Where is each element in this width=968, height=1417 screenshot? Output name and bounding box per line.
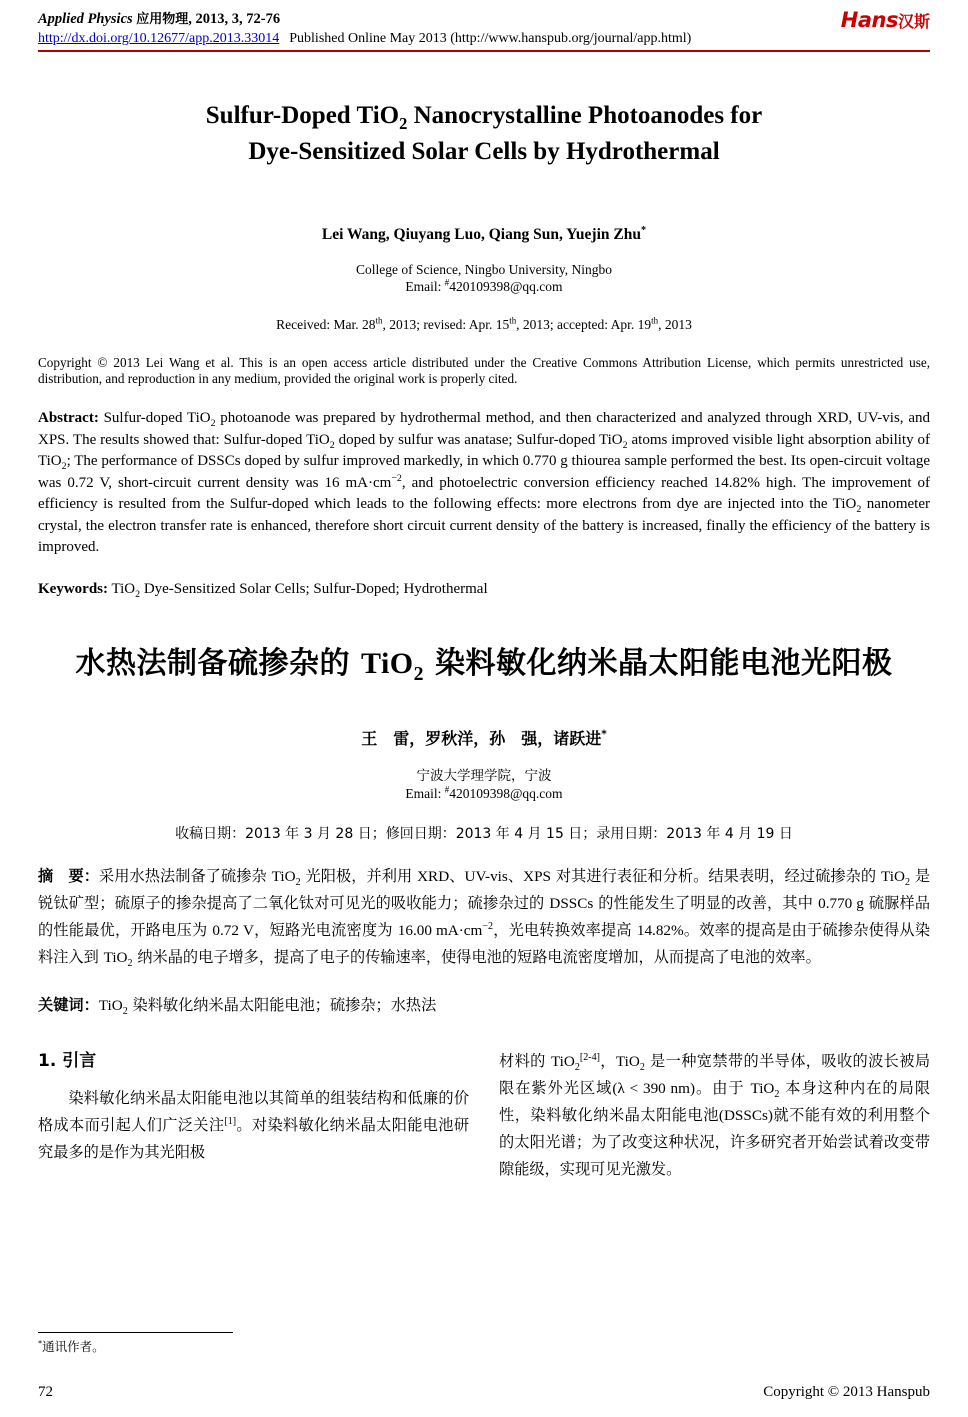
- journal-name-cn: 应用物理: [136, 12, 189, 27]
- keywords-en-label: Keywords:: [38, 580, 108, 597]
- affiliation-en: College of Science, Ningbo University, Ningbo: [356, 262, 612, 277]
- keywords-cn: 关键词：TiO$_2$ 染料敏化纳米晶太阳能电池；硫掺杂；水热法: [38, 995, 437, 1017]
- corresponding-marker: *: [640, 224, 647, 236]
- footnote-text: 通讯作者。: [42, 1339, 105, 1354]
- dates-en: Received: Mar. 28th, 2013; revised: Apr. 15th, 2013; accepted: Apr. 19th, 2013: [276, 315, 692, 332]
- doi-line: [38, 29, 930, 48]
- published-online-text: Published Online May 2013 (http://www.hanspub.org/journal/app.html): [289, 31, 692, 46]
- hanspub-logo-en: Hans: [840, 8, 898, 32]
- abstract-en-label: Abstract:: [38, 410, 99, 426]
- page-number: 72: [38, 1384, 53, 1400]
- authors-en: [38, 226, 930, 244]
- title-en-line2: Dye-Sensitized Solar Cells by Hydrothermal: [248, 138, 720, 165]
- hanspub-logo-cn: 汉斯: [897, 12, 930, 31]
- body-column-left: [38, 1048, 469, 1183]
- page-footer: [38, 1384, 930, 1401]
- section-heading-1: 1. 引言: [38, 1050, 97, 1071]
- page-title-cn: 水热法制备硫掺杂的 TiO$_2$ 染料敏化纳米晶太阳能电池光阳极: [75, 645, 893, 685]
- authors-cn-names: 王 雷，罗秋洋，孙 强，诸跃进: [361, 728, 602, 748]
- body-column-right: [499, 1048, 930, 1183]
- affiliation-cn-block: [38, 767, 930, 803]
- email-cn: Email: #420109398@qq.com: [405, 784, 563, 801]
- journal-name-en: Applied Physics: [38, 11, 133, 27]
- abstract-en: Abstract: Sulfur-doped TiO$_2$ photoanode was prepared by hydrothermal method, and then characterized and analyzed through XRD, UV-vis, and XPS. The results showed that: Sulfur-doped TiO$_2$ doped by sulfur was anatase; Sulfur-doped TiO$_2$ atoms improved visible light absorption ability of TiO$_2$; The performance of DSSCs doped by sulfur improved markedly, in which 0.770 g thiourea sample performed the best. Its open-circuit voltage was 0.72 V, short-circuit current density was 16 $mA\cdot cm^{-2}$, and photoelectric conversion efficiency reached 14.82% high. The improvement of efficiency is resulted from the Sulfur-doped which leads to the following effects: more electrons from dye are injected into the TiO$_2$ nanometer crystal, the electron transfer rate is enhanced, therefore short circuit current density of the battery is increased, finally the efficiency of the battery is improved.: [38, 410, 931, 555]
- keywords-en: Keywords: TiO$_2$ Dye-Sensitized Solar Cells; Sulfur-Doped; Hydrothermal: [38, 580, 488, 600]
- journal-line: [38, 10, 930, 29]
- footer-copyright: Copyright © 2013 Hanspub: [763, 1384, 930, 1400]
- body-columns: [38, 1048, 930, 1183]
- doi-link[interactable]: http://dx.doi.org/10.12677/app.2013.33014: [38, 31, 280, 46]
- corresponding-marker-cn: *: [601, 728, 607, 741]
- abstract-cn-label: 摘 要：: [38, 866, 99, 885]
- affiliation-cn: 宁波大学理学院，宁波: [416, 767, 552, 784]
- abstract-cn: 摘 要：采用水热法制备了硫掺杂 TiO$_2$ 光阳极，并利用 XRD、UV-vis、XPS 对其进行表征和分析。结果表明，经过硫掺杂的 TiO$_2$ 是锐钛矿型；硫原子的掺杂提高了二氧化钛对可见光的吸收能力；硫掺杂过的 DSSCs 的性能发生了明显的改善，其中 0.770 g 硫脲样品的性能最优，开路电压为 0.72 V，短路光电流密度为 16.00 $mA\cdot cm^{-2}$，光电转换效率提高 14.82%。效率的提高是由于硫掺杂使得从染料注入到 TiO$_2$ 纳米晶的电子增多，提高了电子的传输速率，使得电池的短路电流密度增加，从而提高了电池的效率。: [38, 866, 931, 969]
- copyright-note: Copyright © 2013 Lei Wang et al. This is an open access article distributed under the Creative Commons Attribution License, which permits unrestricted use, distribution, and reproduction in any medium, provided the original work is properly cited.: [38, 355, 930, 386]
- authors-cn: [38, 726, 930, 749]
- section1-paragraph-1: 染料敏化纳米晶太阳能电池以其简单的组装结构和低廉的价格成本而引起人们广泛关注[1]。对染料敏化纳米晶太阳能电池研究最多的是作为其光阳极: [38, 1088, 470, 1161]
- page-header: [38, 10, 930, 52]
- page-title-en: [38, 98, 930, 170]
- dates-cn: 收稿日期：2013 年 3 月 28 日；修回日期：2013 年 4 月 15 日；录用日期：2013 年 4 月 19 日: [175, 825, 793, 842]
- title-en-line1: Sulfur-Doped TiO$_2$ Nanocrystalline Photoanodes for: [205, 102, 763, 133]
- hanspub-logo: [841, 8, 930, 32]
- affiliation-en-block: [38, 261, 930, 295]
- footnote-divider: [38, 1332, 233, 1333]
- authors-en-names: Lei Wang, Qiuyang Luo, Qiang Sun, Yuejin Zhu: [321, 226, 641, 243]
- journal-volume: , 2013, 3, 72-76: [188, 11, 281, 27]
- footnote: *通讯作者。: [38, 1337, 105, 1354]
- section1-paragraph-2: 材料的 TiO$_2$[2-4]，TiO$_2$ 是一种宽禁带的半导体，吸收的波长被局限在紫外光区域(λ < 390 nm)。由于 TiO$_2$ 本身这种内在的局限性，染料敏化纳米晶太阳能电池(DSSCs)就不能有效的利用整个的太阳光谱；为了改变这种状况，许多研究者开始尝试着改变带隙能级，实现可见光激发。: [499, 1051, 931, 1178]
- email-en: Email: #420109398@qq.com: [405, 277, 563, 294]
- keywords-cn-label: 关键词：: [38, 995, 99, 1014]
